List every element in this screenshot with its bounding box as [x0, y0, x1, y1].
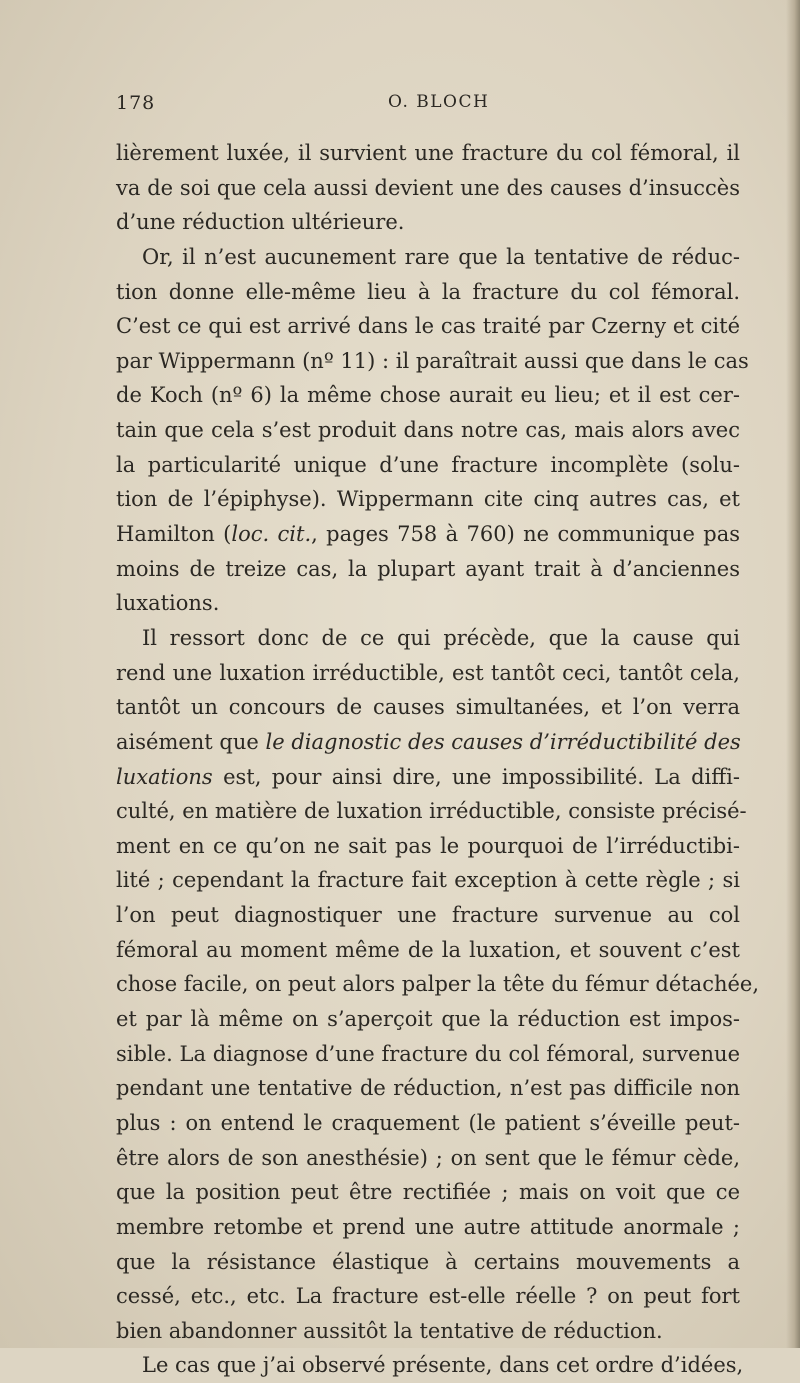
text-run: est, pour ainsi dire, une impossibilité. La diffi-	[212, 764, 740, 789]
text-line: fémoral au moment même de la luxation, et souvent c’est	[116, 937, 740, 962]
text-line: par Wippermann (nº 11) : il paraîtrait aussi que dans le cas	[116, 348, 749, 373]
text-line: tantôt un concours de causes simultanées, et l’on verra	[116, 695, 740, 720]
text-line: et par là même on s’aperçoit que la réduction est impos-	[116, 1007, 740, 1032]
text-line: luxations.	[116, 591, 220, 616]
text-line: d’une réduction ultérieure.	[116, 210, 405, 235]
text-line: cessé, etc., etc. La fracture est-elle réelle ? on peut fort	[116, 1284, 740, 1309]
text-run: aisément que	[116, 729, 266, 754]
running-head: O. BLOCH	[388, 92, 490, 112]
text-line: Le cas que j’ai observé présente, dans cet ordre d’idées,	[142, 1353, 744, 1378]
text-line: que la position peut être rectifiée ; mais on voit que ce	[116, 1180, 740, 1205]
body-text	[116, 136, 760, 1383]
text-line	[116, 760, 740, 795]
text-line: bien abandonner aussitôt la tentative de réduction.	[116, 1318, 663, 1343]
text-line: lièrement luxée, il survient une fracture du col fémoral, il	[116, 141, 740, 165]
text-run: , pages 758 à 760) ne communique pas	[311, 522, 740, 547]
text-line: être alors de son anesthésie) ; on sent que le fémur cède,	[116, 1145, 740, 1170]
page-number: 178	[116, 92, 156, 114]
text-line: tion donne elle-même lieu à la fracture du col fémoral.	[116, 279, 740, 304]
text-line: la particularité unique d’une fracture incomplète (solu-	[116, 452, 740, 477]
text-line: membre retombe et prend une autre attitude anormale ;	[116, 1214, 740, 1239]
text-line: lité ; cependant la fracture fait exception à cette règle ; si	[116, 868, 740, 893]
italic-run: le diagnostic des causes d’irréductibilité des	[265, 729, 741, 754]
text-line: pendant une tentative de réduction, n’est pas difficile non	[116, 1076, 740, 1101]
text-line: va de soi que cela aussi devient une des causes d’insuccès	[116, 175, 740, 200]
text-line: culté, en matière de luxation irréductible, consiste précisé-	[116, 799, 747, 824]
text-line: l’on peut diagnostiquer une fracture survenue au col	[116, 903, 740, 928]
text-line: tion de l’épiphyse). Wippermann cite cinq autres cas, et	[116, 487, 740, 512]
text-line: de Koch (nº 6) la même chose aurait eu lieu; et il est cer-	[116, 383, 740, 408]
page-edge-shadow	[786, 0, 800, 1348]
text-line: tain que cela s’est produit dans notre cas, mais alors avec	[116, 418, 740, 443]
text-run: Hamilton (	[116, 522, 232, 547]
page-header	[116, 92, 740, 122]
text-line	[116, 725, 740, 760]
text-line: que la résistance élastique à certains mouvements a	[116, 1249, 740, 1274]
italic-run: loc. cit.	[231, 522, 312, 547]
text-line: Or, il n’est aucunement rare que la tentative de réduc-	[142, 244, 740, 269]
text-line: chose facile, on peut alors palper la tête du fémur détachée,	[116, 972, 760, 997]
text-line: plus : on entend le craquement (le patient s’éveille peut-	[116, 1110, 740, 1135]
text-line: sible. La diagnose d’une fracture du col fémoral, survenue	[116, 1041, 740, 1066]
italic-run: luxations	[116, 764, 213, 789]
text-line: moins de treize cas, la plupart ayant trait à d’anciennes	[116, 556, 740, 581]
text-line: C’est ce qui est arrivé dans le cas traité par Czerny et cité	[116, 314, 740, 339]
text-line: rend une luxation irréductible, est tantôt ceci, tantôt cela,	[116, 660, 740, 685]
text-line: ment en ce qu’on ne sait pas le pourquoi de l’irréductibi-	[116, 833, 740, 858]
text-line	[116, 517, 740, 552]
text-line: Il ressort donc de ce qui précède, que la cause qui	[142, 625, 740, 650]
